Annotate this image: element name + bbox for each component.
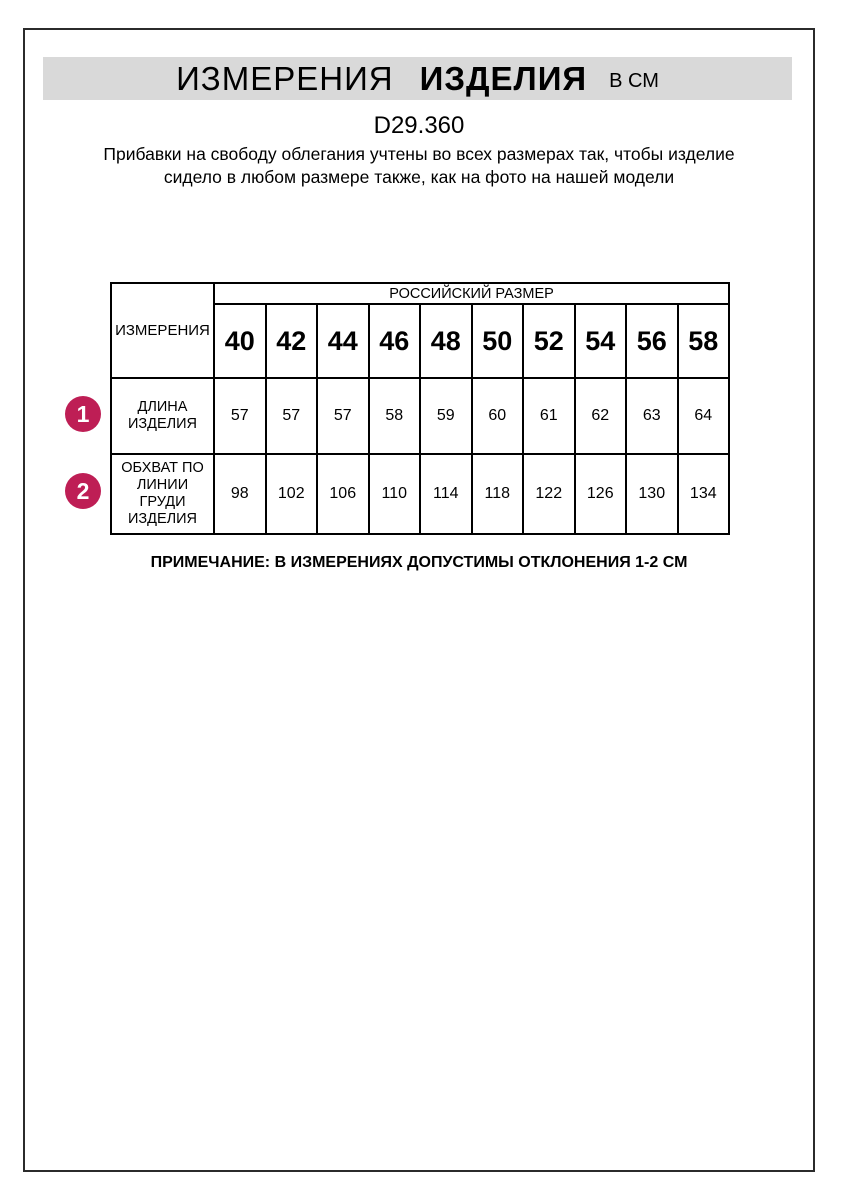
row-label-chest: ОБХВАТ ПО ЛИНИИ ГРУДИ ИЗДЕЛИЯ (111, 454, 214, 534)
size-header-cell: 50 (472, 304, 524, 378)
table-row-length (111, 378, 729, 454)
size-header-cell: 54 (575, 304, 627, 378)
size-header-cell: 58 (678, 304, 730, 378)
size-header-cell: 48 (420, 304, 472, 378)
group-header-cell: РОССИЙСКИЙ РАЗМЕР (214, 283, 729, 304)
value-cell: 64 (678, 378, 730, 454)
size-header-cell: 44 (317, 304, 369, 378)
product-code: D29.360 (373, 112, 465, 139)
value-cell: 126 (575, 454, 627, 534)
row-number-badge-1 (65, 396, 101, 432)
value-cell: 102 (266, 454, 318, 534)
value-cell: 57 (214, 378, 266, 454)
size-header-cell: 56 (626, 304, 678, 378)
value-cell: 57 (317, 378, 369, 454)
value-cell: 57 (266, 378, 318, 454)
page-title-emphasis: ИЗДЕЛИЯ (419, 59, 588, 97)
row-number-badge-2 (65, 473, 101, 509)
size-header-cell: 46 (369, 304, 421, 378)
document-page (23, 28, 815, 1172)
value-cell: 118 (472, 454, 524, 534)
table-row-group-header (111, 283, 729, 304)
value-cell: 130 (626, 454, 678, 534)
value-cell: 61 (523, 378, 575, 454)
measurements-table (110, 282, 730, 535)
size-header-cell: 40 (214, 304, 266, 378)
value-cell: 134 (678, 454, 730, 534)
value-cell: 122 (523, 454, 575, 534)
page-title-unit: В СМ (609, 70, 659, 92)
badge-number: 2 (76, 477, 90, 504)
value-cell: 110 (369, 454, 421, 534)
corner-header-cell: ИЗМЕРЕНИЯ (111, 283, 214, 378)
value-cell: 60 (472, 378, 524, 454)
value-cell: 114 (420, 454, 472, 534)
fit-description: Прибавки на свободу облегания учтены во всех размерах так, чтобы изделие сидело в любом размере также, как на фото на нашей модели (103, 144, 735, 187)
value-cell: 98 (214, 454, 266, 534)
title-bar (43, 57, 792, 100)
value-cell: 62 (575, 378, 627, 454)
table-row-chest (111, 454, 729, 534)
value-cell: 58 (369, 378, 421, 454)
size-header-cell: 42 (266, 304, 318, 378)
page-title: ИЗМЕРЕНИЯ (176, 59, 394, 97)
value-cell: 59 (420, 378, 472, 454)
badge-number: 1 (76, 400, 90, 427)
note-text: ПРИМЕЧАНИЕ: В ИЗМЕРЕНИЯХ ДОПУСТИМЫ ОТКЛОНЕНИЯ 1-2 СМ (150, 554, 688, 571)
size-header-cell: 52 (523, 304, 575, 378)
value-cell: 106 (317, 454, 369, 534)
value-cell: 63 (626, 378, 678, 454)
row-label-length: ДЛИНА ИЗДЕЛИЯ (111, 378, 214, 454)
